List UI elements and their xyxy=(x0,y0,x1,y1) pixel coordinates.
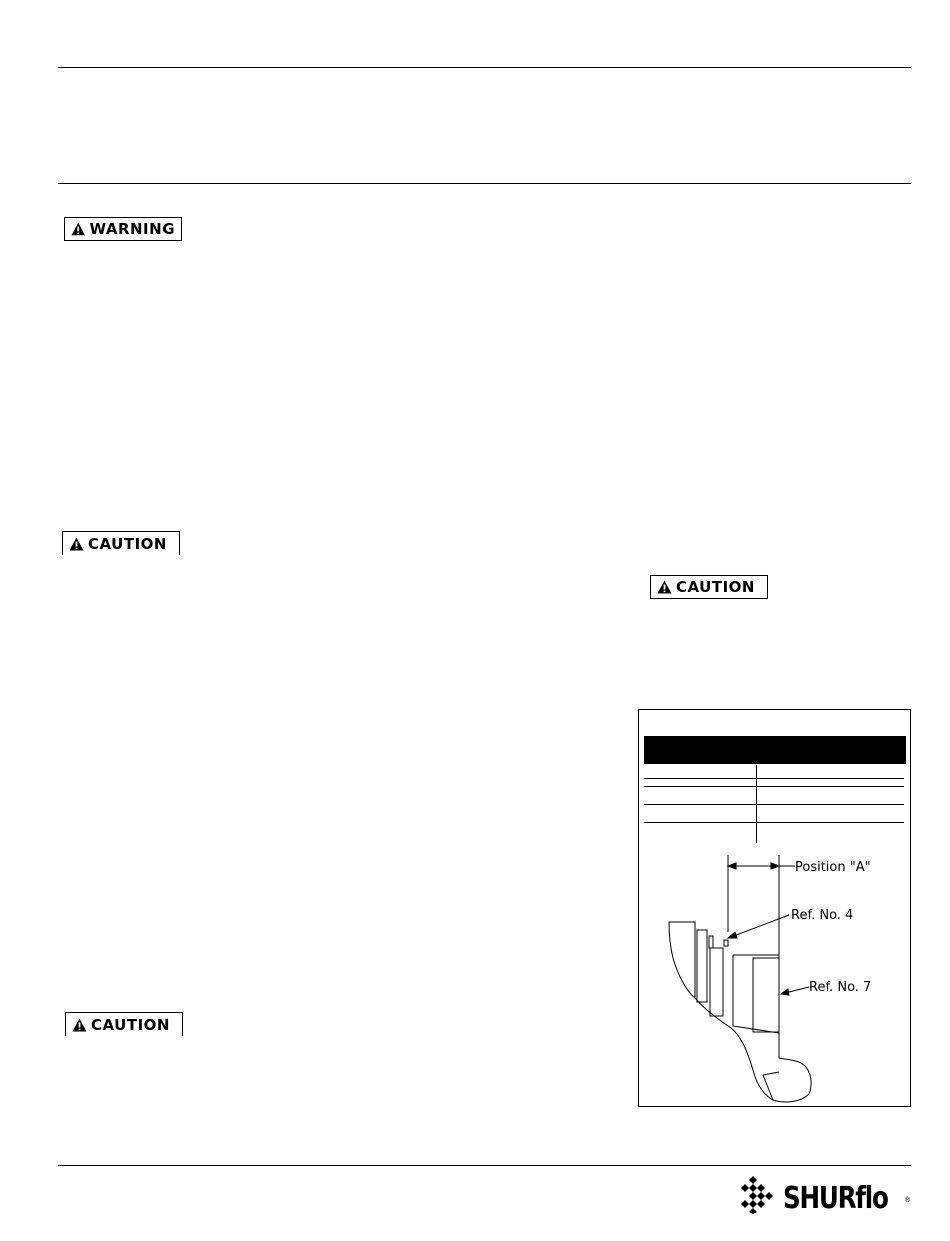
shurflo-diamond-mark-icon xyxy=(739,1174,783,1214)
warning-triangle-icon xyxy=(69,537,84,551)
ref-no-4-label: Ref. No. 4 xyxy=(791,908,854,923)
warning-text: WARNING xyxy=(89,220,175,238)
brand-name: SHURflo xyxy=(783,1181,888,1216)
caution-label-1 xyxy=(62,531,180,555)
figure-box xyxy=(638,709,911,1107)
position-diagram xyxy=(639,710,910,1106)
shurflo-logo xyxy=(739,1168,911,1230)
warning-triangle-icon xyxy=(657,580,672,594)
warning-label xyxy=(64,217,182,241)
footer-rule xyxy=(58,1165,911,1166)
caution-text-1: CAUTION xyxy=(88,534,167,553)
header-rule-bottom xyxy=(58,183,911,184)
caution-text-2: CAUTION xyxy=(676,578,755,596)
header-rule-top xyxy=(58,67,911,68)
registered-mark: ® xyxy=(905,1197,911,1204)
ref-no-7-label: Ref. No. 7 xyxy=(809,980,872,995)
caution-label-2 xyxy=(650,575,768,599)
caution-label-3 xyxy=(65,1012,183,1036)
warning-triangle-icon xyxy=(71,222,85,236)
warning-triangle-icon xyxy=(72,1018,87,1032)
caution-text-3: CAUTION xyxy=(91,1015,170,1034)
part-outline xyxy=(669,855,811,1102)
position-a-label: Position "A" xyxy=(795,860,871,875)
leader-lines xyxy=(728,866,809,995)
